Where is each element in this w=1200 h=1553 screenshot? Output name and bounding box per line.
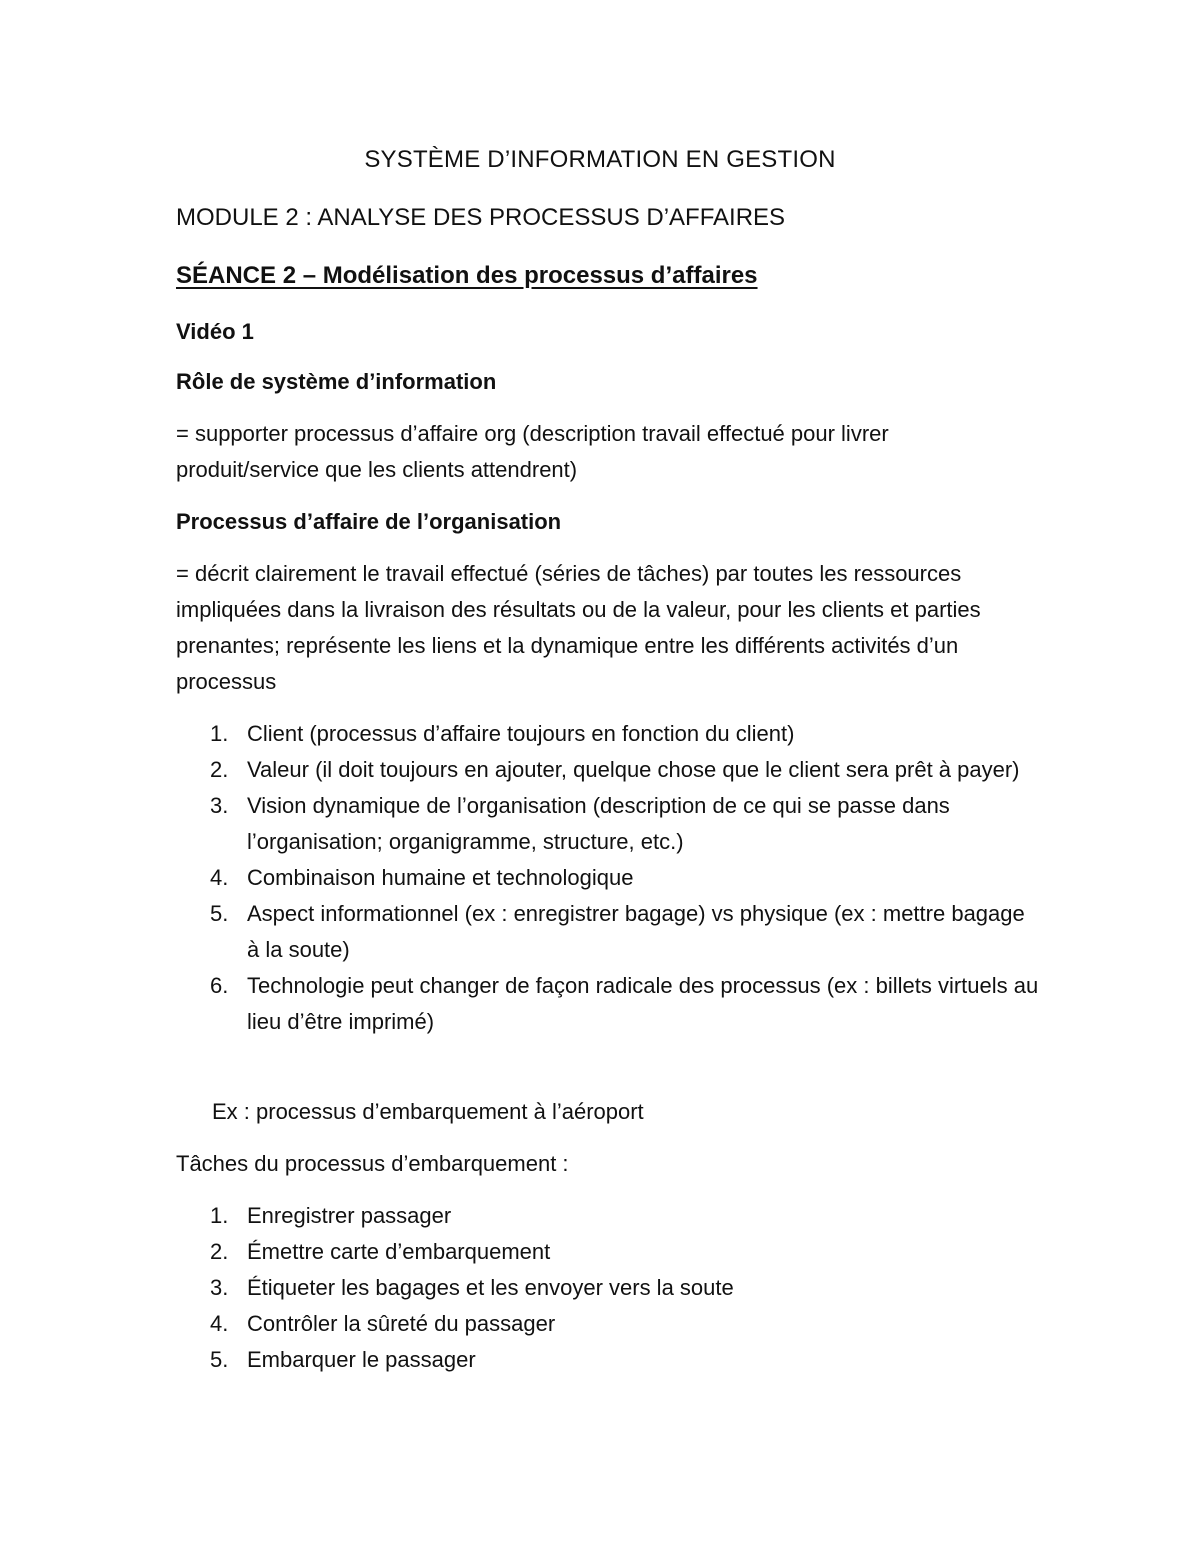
process-heading: Processus d’affaire de l’organisation bbox=[176, 509, 562, 534]
list-number: 3. bbox=[210, 793, 229, 818]
list-text: Vision dynamique de l’organisation (description de ce qui se passe dans l’organisation; organigramme, structure, etc.) bbox=[247, 793, 950, 854]
list-item bbox=[210, 1306, 1040, 1342]
list-text: Embarquer le passager bbox=[247, 1347, 476, 1372]
list-number: 6. bbox=[210, 973, 229, 998]
list-text: Client (processus d’affaire toujours en fonction du client) bbox=[247, 721, 795, 746]
list-item bbox=[210, 716, 1040, 752]
list-text: Combinaison humaine et technologique bbox=[247, 865, 634, 890]
list-number: 5. bbox=[210, 1347, 229, 1372]
list-text: Émettre carte d’embarquement bbox=[247, 1239, 551, 1264]
module-title: MODULE 2 : ANALYSE DES PROCESSUS D’AFFAIRES bbox=[176, 204, 786, 231]
list-number: 2. bbox=[210, 757, 229, 782]
list-number: 4. bbox=[210, 865, 229, 890]
session-title: SÉANCE 2 – Modélisation des processus d’affaires bbox=[176, 262, 758, 289]
list-text: Valeur (il doit toujours en ajouter, quelque chose que le client sera prêt à payer) bbox=[247, 757, 1020, 782]
list-number: 1. bbox=[210, 721, 229, 746]
list-item bbox=[210, 788, 1040, 860]
list-text: Étiqueter les bagages et les envoyer vers la soute bbox=[247, 1275, 734, 1300]
characteristics-list bbox=[210, 716, 1040, 1040]
list-text: Aspect informationnel (ex : enregistrer bagage) vs physique (ex : mettre bagage à la soute) bbox=[247, 901, 1025, 962]
list-item bbox=[210, 1198, 1040, 1234]
list-item bbox=[210, 860, 1040, 896]
list-number: 5. bbox=[210, 901, 229, 926]
list-item bbox=[210, 968, 1040, 1040]
list-item bbox=[210, 1342, 1040, 1378]
list-text: Enregistrer passager bbox=[247, 1203, 452, 1228]
list-text: Technologie peut changer de façon radicale des processus (ex : billets virtuels au lieu d’être imprimé) bbox=[247, 973, 1039, 1034]
process-definition: = décrit clairement le travail effectué (séries de tâches) par toutes les ressources impliquées dans la livraison des résultats ou de la valeur, pour les clients et parties prenantes; représente les liens et la dynamique entre les différents activités d’un processus bbox=[176, 561, 981, 694]
list-item bbox=[210, 896, 1040, 968]
tasks-heading: Tâches du processus d’embarquement : bbox=[176, 1151, 569, 1176]
list-number: 3. bbox=[210, 1275, 229, 1300]
list-item bbox=[210, 1270, 1040, 1306]
tasks-list bbox=[210, 1198, 1040, 1378]
list-number: 1. bbox=[210, 1203, 229, 1228]
role-definition: = supporter processus d’affaire org (description travail effectué pour livrer produit/service que les clients attendrent) bbox=[176, 421, 889, 482]
video-label: Vidéo 1 bbox=[176, 319, 254, 344]
list-text: Contrôler la sûreté du passager bbox=[247, 1311, 556, 1336]
document-title: SYSTÈME D’INFORMATION EN GESTION bbox=[364, 146, 836, 173]
list-item bbox=[210, 1234, 1040, 1270]
list-number: 2. bbox=[210, 1239, 229, 1264]
role-heading: Rôle de système d’information bbox=[176, 369, 497, 394]
list-number: 4. bbox=[210, 1311, 229, 1336]
list-item bbox=[210, 752, 1040, 788]
example-line: Ex : processus d’embarquement à l’aéroport bbox=[212, 1099, 644, 1124]
